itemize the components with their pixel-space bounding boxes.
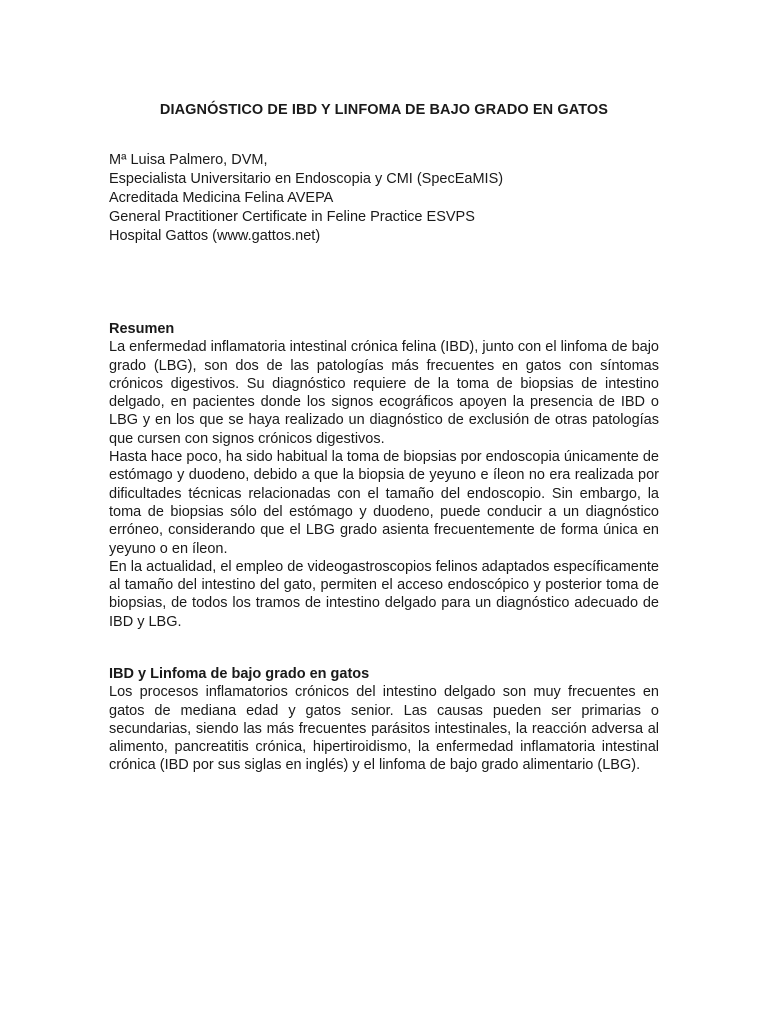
paragraph: La enfermedad inflamatoria intestinal crónica felina (IBD), junto con el linfoma de bajo grado (LBG), son dos de las patologías más frecuentes en gatos con síntomas crónicos digestivos. Su diagnóstico requiere de la toma de biopsias de intestino delgado, en pacientes donde los signos ecográficos apoyen la presencia de IBD o LBG y en los que se haya realizado un diagnóstico de exclusión de otras patologías que cursen con signos crónicos digestivos. <box>109 339 659 447</box>
paragraph: En la actualidad, el empleo de videogastroscopios felinos adaptados específicamente al tamaño del intestino del gato, permiten el acceso endoscópico y posterior toma de biopsias, de todos los tramos de intestino delgado para un diagnóstico adecuado de IBD y LBG. <box>109 558 659 630</box>
section-heading: Resumen <box>109 321 175 337</box>
author-credential: Acreditada Medicina Felina AVEPA <box>109 190 334 206</box>
paragraph: Los procesos inflamatorios crónicos del intestino delgado son muy frecuentes en gatos de mediana edad y gatos senior. Las causas pueden ser primarias o secundarias, siendo las más frecuentes parásitos intestinales, la reacción adversa al alimento, pancreatitis crónica, hipertiroidismo, la enfermedad inflamatoria intestinal crónica (IBD por sus siglas en inglés) y el linfoma de bajo grado alimentario (LBG). <box>109 684 659 774</box>
section-heading: IBD y Linfoma de bajo grado en gatos <box>109 666 370 682</box>
author-info <box>109 151 669 246</box>
author-name: Mª Luisa Palmero, DVM, <box>109 152 268 168</box>
section-resumen <box>109 320 659 631</box>
section-ibd-linfoma <box>109 665 659 775</box>
document-title: DIAGNÓSTICO DE IBD Y LINFOMA DE BAJO GRADO EN GATOS <box>159 102 609 118</box>
author-credential: General Practitioner Certificate in Feline Practice ESVPS <box>109 209 475 225</box>
paragraph: Hasta hace poco, ha sido habitual la toma de biopsias por endoscopia únicamente de estómago y duodeno, debido a que la biopsia de yeyuno e íleon no era realizada por dificultades técnicas relacionadas con el tamaño del endoscopio. Sin embargo, la toma de biopsias sólo del estómago y duodeno, puede conducir a un diagnóstico erróneo, considerando que el LBG grado asienta frecuentemente de forma única en yeyuno o en íleon. <box>109 449 659 557</box>
author-credential: Especialista Universitario en Endoscopia y CMI (SpecEaMIS) <box>109 171 504 187</box>
author-affiliation: Hospital Gattos (www.gattos.net) <box>109 228 321 244</box>
